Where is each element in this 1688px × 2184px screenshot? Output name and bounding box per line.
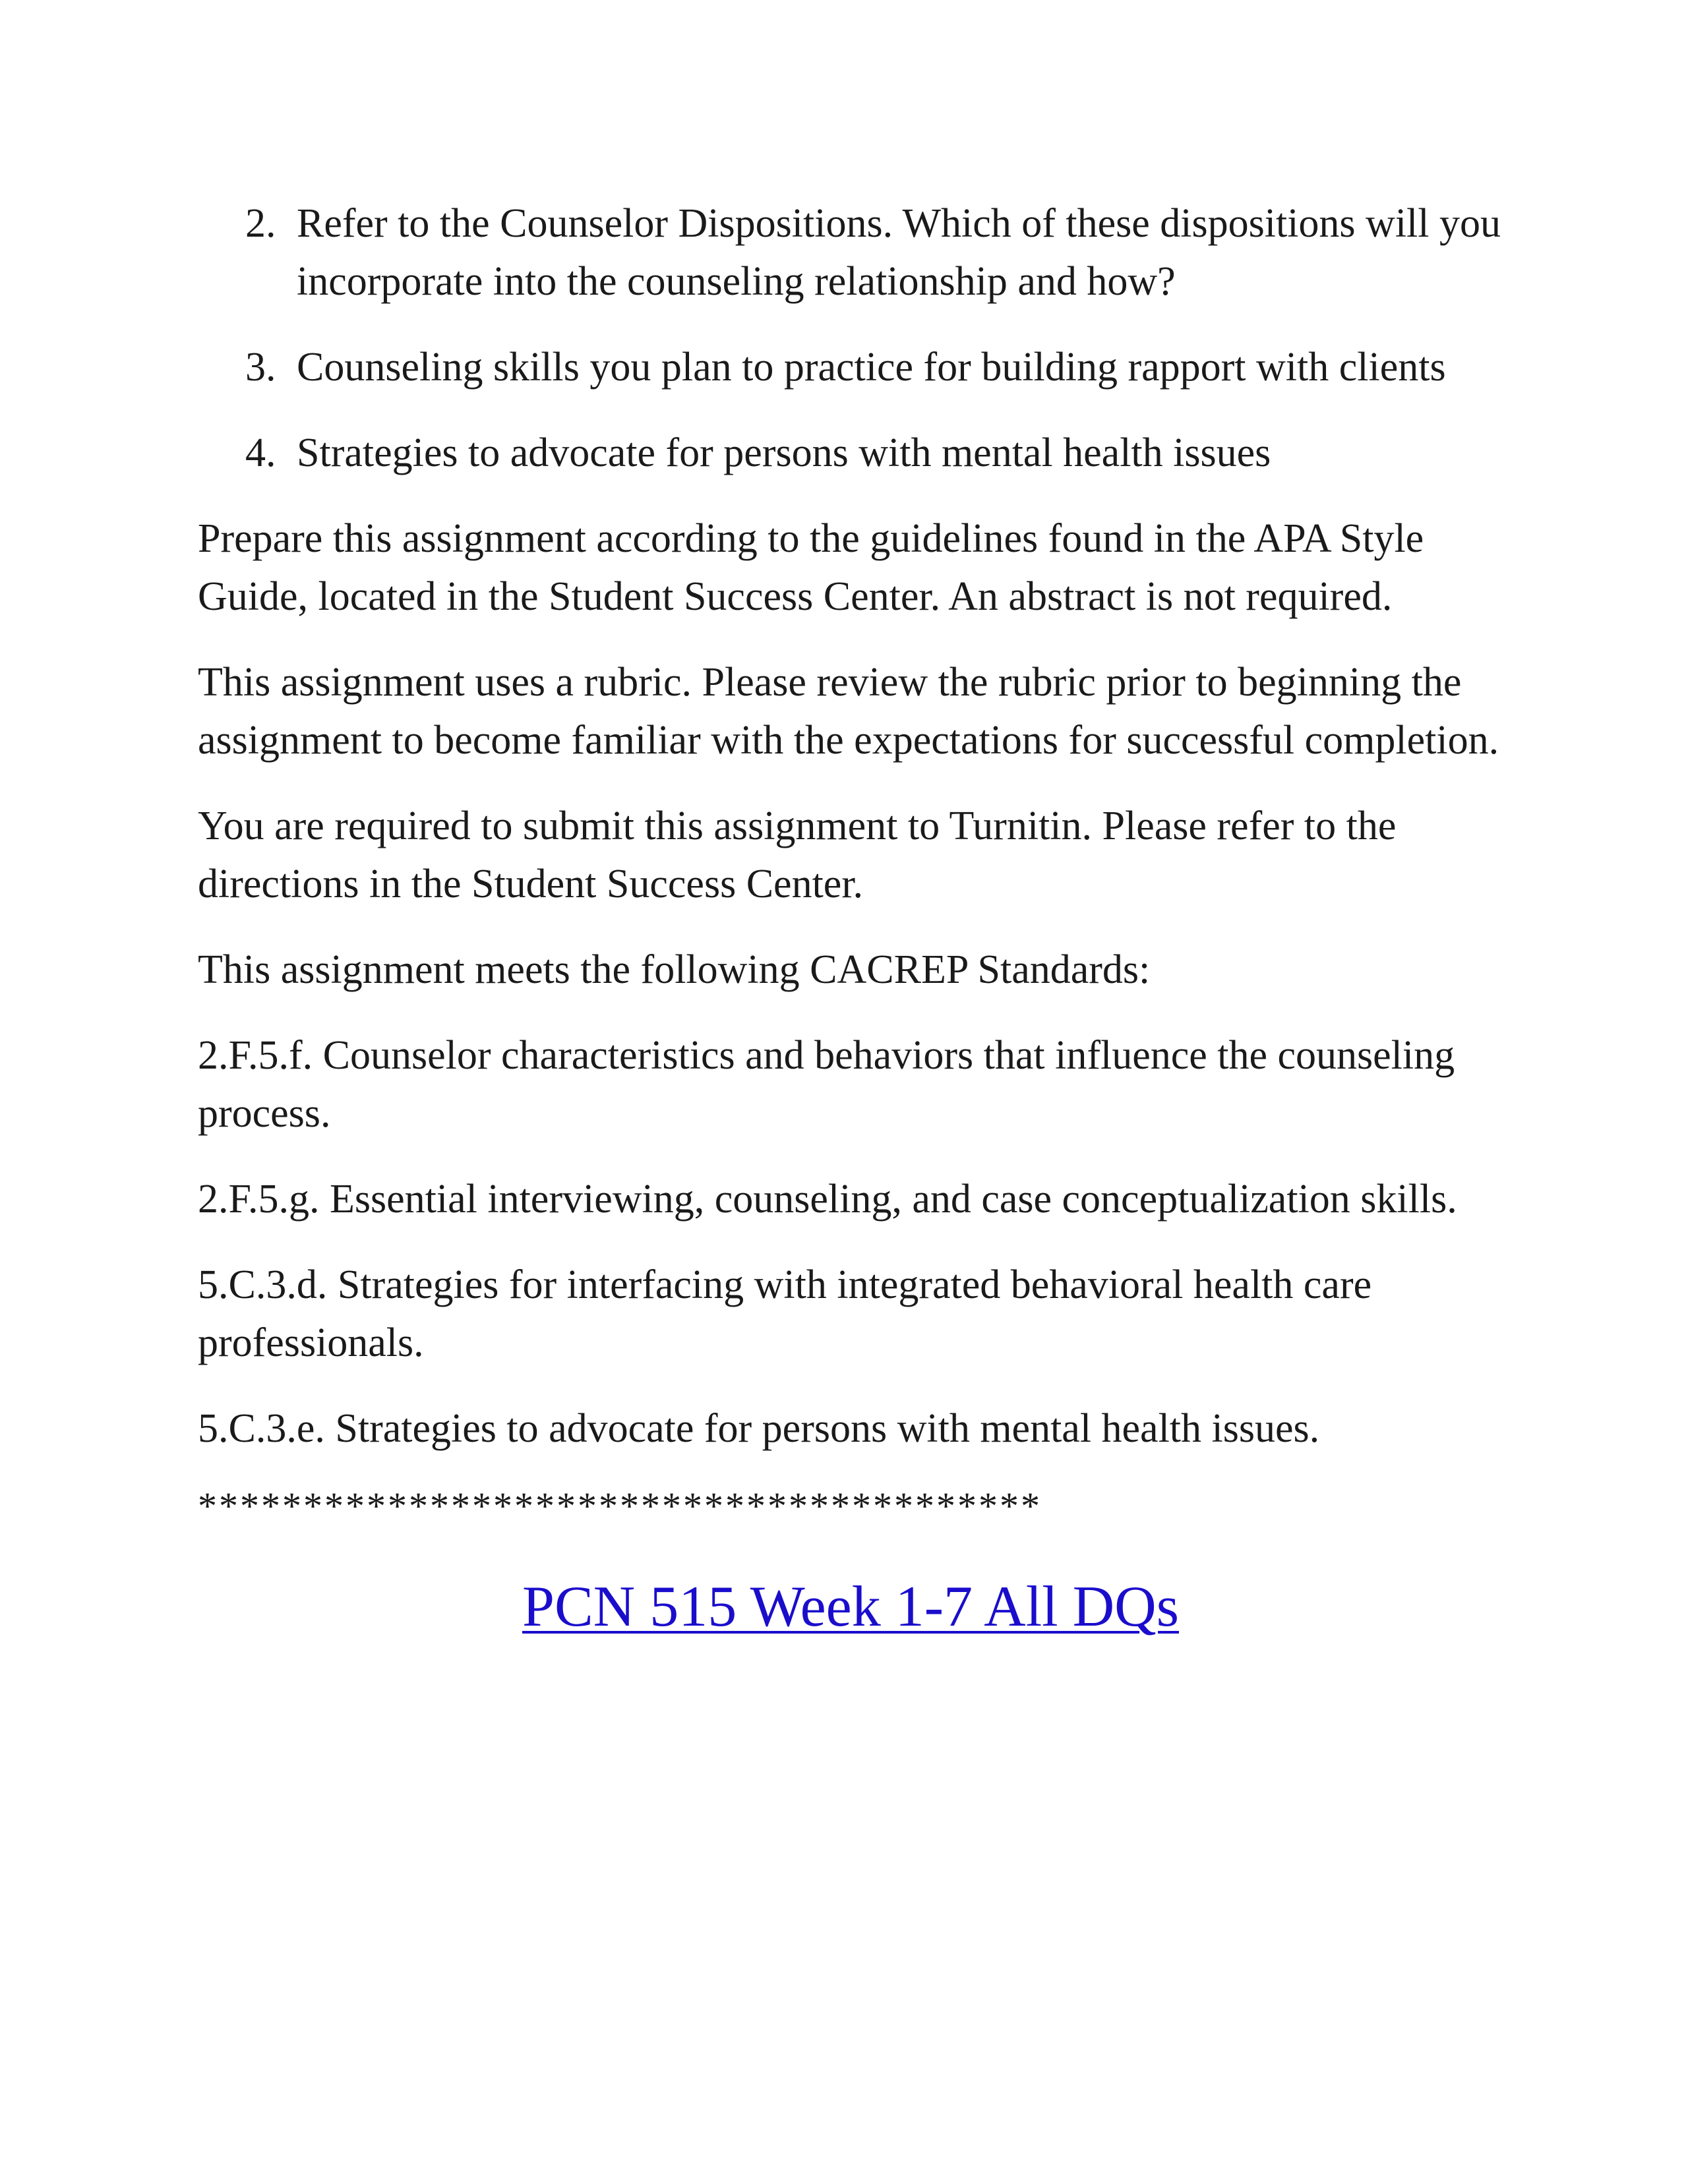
list-item: [198, 424, 1503, 482]
pcn-515-dqs-link[interactable]: PCN 515 Week 1-7 All DQs: [522, 1575, 1179, 1639]
asterisk-separator: ****************************************: [198, 1485, 1042, 1527]
paragraph-standard-2f5f: 2.F.5.f. Counselor characteristics and behaviors that influence the counseling process.: [198, 1033, 1455, 1136]
document-page: [198, 194, 1503, 1643]
paragraph-turnitin: You are required to submit this assignment to Turnitin. Please refer to the directions in the Student Success Center.: [198, 804, 1397, 906]
paragraph-standard-5c3e: 5.C.3.e. Strategies to advocate for persons with mental health issues.: [198, 1406, 1320, 1451]
paragraph-standard-5c3d: 5.C.3.d. Strategies for interfacing with integrated behavioral health care professionals.: [198, 1262, 1372, 1365]
list-item-text: Counseling skills you plan to practice for building rapport with clients: [297, 345, 1446, 390]
list-item-number: 4.: [245, 430, 276, 475]
paragraph-apa-guidelines: Prepare this assignment according to the guidelines found in the APA Style Guide, located in the Student Success Center. An abstract is not required.: [198, 516, 1424, 619]
paragraph-cacrep-intro: This assignment meets the following CACREP Standards:: [198, 947, 1151, 992]
link-container: [198, 1571, 1503, 1643]
paragraph-standard-2f5g: 2.F.5.g. Essential interviewing, counseling, and case conceptualization skills.: [198, 1177, 1457, 1222]
numbered-list: [198, 194, 1503, 482]
list-item-text: Strategies to advocate for persons with mental health issues: [297, 430, 1271, 475]
list-item-text: Refer to the Counselor Dispositions. Which of these dispositions will you incorporate into the counseling relationship and how?: [297, 201, 1501, 304]
list-item-number: 3.: [245, 345, 276, 390]
paragraph-rubric: This assignment uses a rubric. Please review the rubric prior to beginning the assignment to become familiar with the expectations for successful completion.: [198, 660, 1499, 763]
list-item-number: 2.: [245, 201, 276, 246]
list-item: [198, 338, 1503, 396]
list-item: [198, 194, 1503, 310]
